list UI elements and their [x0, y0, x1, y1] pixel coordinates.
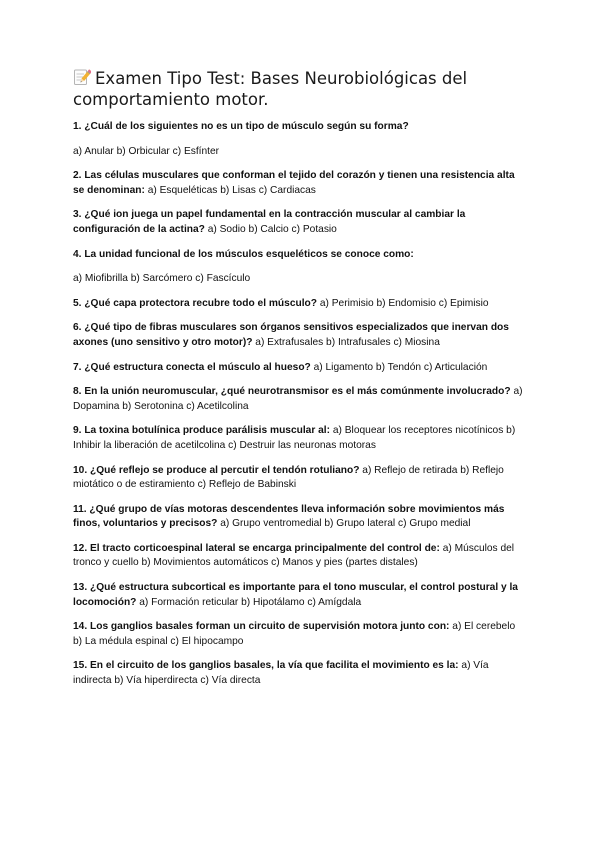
document-title [73, 68, 525, 110]
question-12-options: a) Músculos del tronco y cuello b) Movimientos automáticos c) Manos y pies (partes distales) [73, 542, 515, 569]
question-9-options: a) Bloquear los receptores nicotínicos b) Inhibir la liberación de acetilcolina c) Destruir las neuronas motoras [73, 425, 516, 451]
question-15 [73, 659, 525, 688]
question-2-stem: 2. Las células musculares que conforman el tejido del corazón y tienen una resistencia alta se denominan: [73, 170, 515, 196]
question-13-options: a) Formación reticular b) Hipotálamo c) Amígdala [139, 596, 362, 608]
question-6-options: a) Extrafusales b) Intrafusales c) Miosina [255, 336, 440, 348]
question-4-stem: 4. La unidad funcional de los músculos esqueléticos se conoce como: [73, 248, 414, 260]
question-10 [73, 464, 525, 493]
question-9-stem: 9. La toxina botulínica produce parálisis muscular al: [73, 425, 331, 437]
question-7 [73, 361, 525, 376]
question-4-options: a) Miofibrilla b) Sarcómero c) Fascículo [73, 273, 251, 285]
question-6 [73, 321, 525, 350]
question-9 [73, 424, 525, 453]
question-3-stem: 3. ¿Qué ion juega un papel fundamental en la contracción muscular al cambiar la configuración de la actina? [73, 209, 466, 235]
question-1-options: a) Anular b) Orbicular c) Esfínter [73, 145, 220, 157]
question-14 [73, 620, 525, 649]
question-2 [73, 169, 525, 198]
question-15-stem: 15. En el circuito de los ganglios basales, la vía que facilita el movimiento es la: [73, 660, 459, 672]
question-13 [73, 581, 525, 610]
question-1 [73, 120, 525, 135]
question-10-stem: 10. ¿Qué reflejo se produce al percutir el tendón rotuliano? [73, 464, 360, 476]
question-12 [73, 542, 525, 571]
question-10-options: a) Reflejo de retirada b) Reflejo miotático o de estiramiento c) Reflejo de Babinski [73, 464, 504, 491]
question-8-stem: 8. En la unión neuromuscular, ¿qué neurotransmisor es el más comúnmente involucrado? [73, 386, 511, 398]
memo-pencil-icon [73, 68, 91, 86]
question-5-stem: 5. ¿Qué capa protectora recubre todo el músculo? [73, 297, 317, 309]
question-3-options: a) Sodio b) Calcio c) Potasio [207, 223, 337, 235]
question-5-options: a) Perimisio b) Endomisio c) Epimisio [319, 297, 489, 309]
question-11 [73, 503, 525, 532]
question-8-options: a) Dopamina b) Serotonina c) Acetilcolina [73, 386, 523, 412]
question-5 [73, 297, 525, 312]
exam-document [73, 68, 525, 699]
question-1-options-line [73, 145, 525, 160]
question-7-stem: 7. ¿Qué estructura conecta el músculo al hueso? [73, 361, 311, 373]
question-4 [73, 248, 525, 263]
question-14-stem: 14. Los ganglios basales forman un circuito de supervisión motora junto con: [73, 621, 450, 633]
question-15-options: a) Vía indirecta b) Vía hiperdirecta c) Vía directa [73, 660, 489, 687]
question-11-stem: 11. ¿Qué grupo de vías motoras descendentes lleva información sobre movimientos más finos, voluntarios y precisos? [73, 503, 505, 530]
document-title-text: Examen Tipo Test: Bases Neurobiológicas del comportamiento motor. [73, 69, 468, 109]
question-13-stem: 13. ¿Qué estructura subcortical es importante para el tono muscular, el control postural y la locomoción? [73, 582, 518, 608]
question-12-stem: 12. El tracto corticoespinal lateral se encarga principalmente del control de: [73, 542, 440, 554]
question-1-stem: 1. ¿Cuál de los siguientes no es un tipo de músculo según su forma? [73, 121, 409, 132]
question-6-stem: 6. ¿Qué tipo de fibras musculares son órganos sensitivos especializados que inervan dos axones (uno sensitivo y otro motor)? [73, 322, 509, 348]
question-3 [73, 208, 525, 237]
question-11-options: a) Grupo ventromedial b) Grupo lateral c) Grupo medial [220, 518, 471, 530]
question-7-options: a) Ligamento b) Tendón c) Articulación [313, 361, 488, 373]
question-14-options: a) El cerebelo b) La médula espinal c) El hipocampo [73, 621, 516, 647]
question-8 [73, 385, 525, 414]
question-4-options-line [73, 272, 525, 287]
question-2-options: a) Esqueléticas b) Lisas c) Cardiacas [147, 184, 316, 196]
